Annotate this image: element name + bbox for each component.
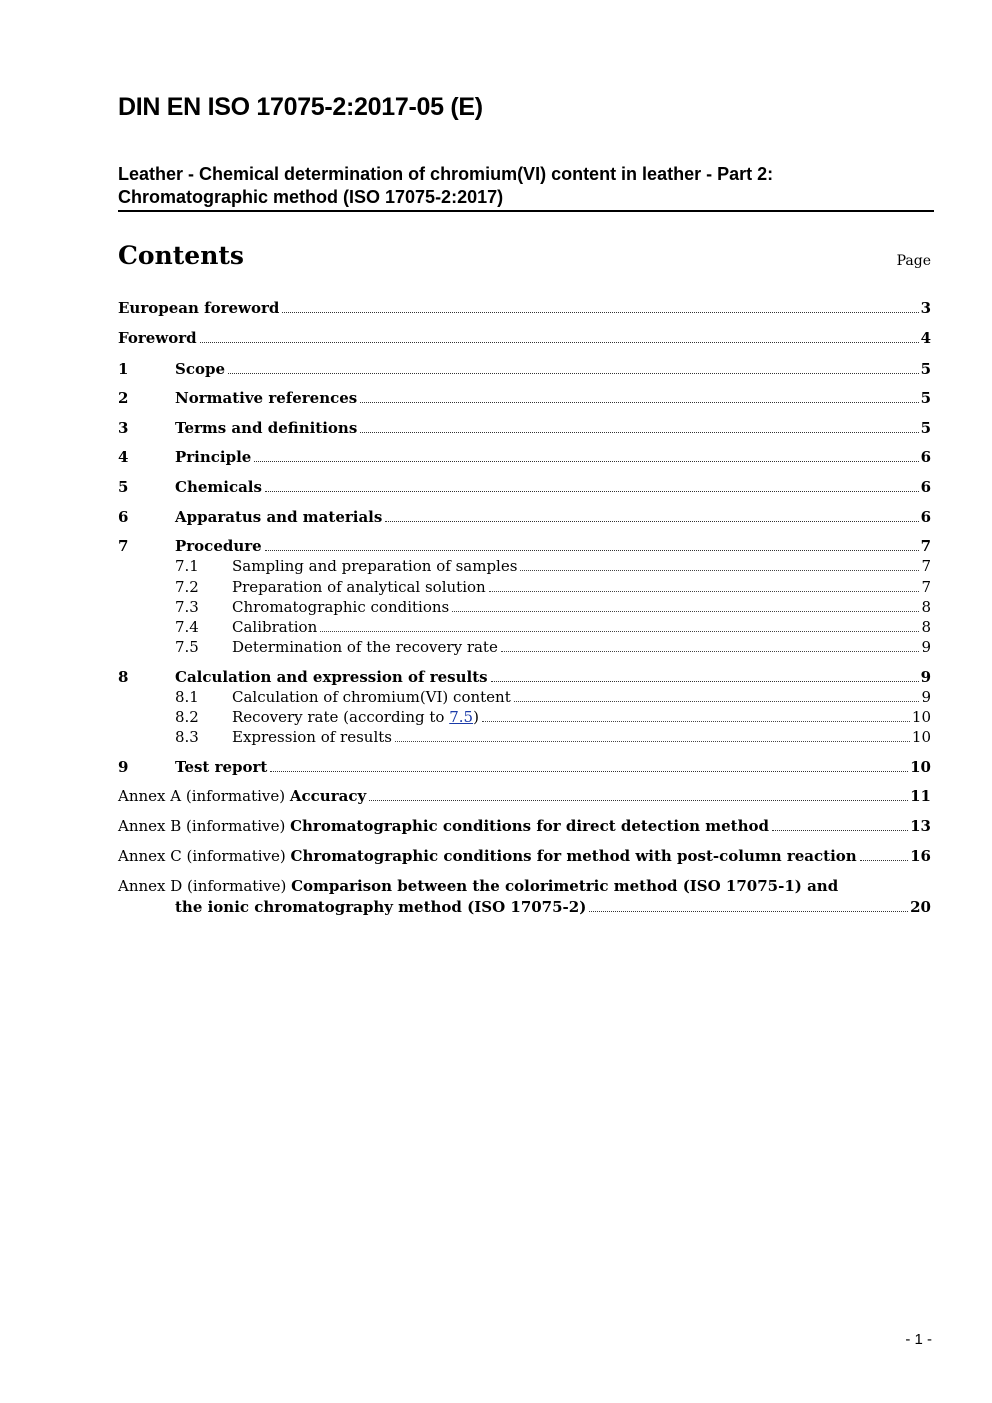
toc-leader [491, 681, 919, 682]
subtitle-line-2: Chromatographic method (ISO 17075-2:2017) [118, 187, 504, 207]
toc-page: 8 [921, 618, 931, 636]
toc-number: 3 [118, 419, 129, 437]
toc-entry-8-2[interactable] [118, 707, 931, 727]
toc-title: Normative references [175, 389, 358, 407]
page-number-footer: - 1 - [905, 1331, 932, 1348]
toc-leader [772, 830, 908, 831]
toc-leader [265, 491, 919, 492]
toc-title: Apparatus and materials [175, 508, 383, 526]
toc-page: 16 [910, 847, 931, 865]
toc-entry-7-5[interactable] [118, 637, 931, 657]
toc-entry-8-1[interactable] [118, 687, 931, 707]
toc-title: Test report [175, 758, 268, 776]
toc-entry-8-3[interactable] [118, 727, 931, 747]
contents-heading: Contents [118, 241, 245, 270]
toc-number: 6 [118, 508, 129, 526]
toc-title [232, 707, 479, 727]
toc-leader [514, 701, 920, 702]
toc-leader [282, 312, 918, 313]
toc-title: Calibration [232, 618, 318, 636]
toc-leader [501, 651, 920, 652]
toc-entry-5[interactable] [118, 477, 931, 497]
toc-title: Foreword [118, 329, 197, 347]
toc-entry-annex-d-line1[interactable] [118, 876, 838, 896]
toc-title: Sampling and preparation of samples [232, 557, 518, 575]
toc-title: European foreword [118, 299, 280, 317]
toc-entry-annex-d[interactable] [118, 897, 931, 917]
toc-entry-3[interactable] [118, 418, 931, 438]
toc-leader [520, 570, 919, 571]
annex-prefix: Annex C (informative) [118, 847, 291, 865]
toc-entry-8[interactable] [118, 667, 931, 687]
annex-prefix: Annex D (informative) [118, 877, 292, 895]
toc-number: 7.2 [175, 578, 199, 596]
toc-entry-7[interactable] [118, 536, 931, 556]
toc-entry-7-4[interactable] [118, 617, 931, 637]
toc-number: 1 [118, 360, 129, 378]
toc-number: 9 [118, 758, 129, 776]
toc-title-continued: the ionic chromatography method (ISO 17075-2) [175, 898, 587, 916]
toc-title: Scope [175, 360, 226, 378]
toc-page: 5 [920, 360, 931, 378]
toc-entry-annex-b[interactable] [118, 816, 931, 836]
toc-title: Chemicals [175, 478, 262, 496]
toc-entry-2[interactable] [118, 388, 931, 408]
toc-page: 3 [920, 299, 931, 317]
toc-title: Chromatographic conditions for direct detection method [290, 817, 769, 835]
toc-title: Determination of the recovery rate [232, 638, 498, 656]
annex-prefix: Annex B (informative) [118, 817, 291, 835]
toc-entry-7-2[interactable] [118, 577, 931, 597]
toc-title-text: Recovery rate (according to [232, 708, 450, 726]
toc-title: Principle [175, 448, 252, 466]
document-subtitle [118, 163, 934, 209]
toc-leader [270, 771, 908, 772]
toc-leader [228, 373, 919, 374]
toc-number: 8.3 [175, 728, 199, 746]
toc-number: 5 [118, 478, 129, 496]
toc-entry-1[interactable] [118, 359, 931, 379]
toc-leader [385, 521, 918, 522]
toc-page: 10 [910, 758, 931, 776]
toc-page: 9 [921, 638, 931, 656]
section-link-7-5[interactable]: 7.5 [449, 708, 474, 726]
toc-page: 10 [911, 708, 931, 726]
toc-number: 7.3 [175, 598, 199, 616]
toc-page: 9 [921, 688, 931, 706]
subtitle-line-1: Leather - Chemical determination of chromium(VI) content in leather - Part 2: [118, 164, 774, 184]
annex-prefix: Annex A (informative) [118, 787, 290, 805]
toc-leader [489, 591, 920, 592]
toc-leader [265, 550, 919, 551]
toc-page: 8 [921, 598, 931, 616]
header-rule [118, 210, 934, 212]
toc-page: 7 [921, 578, 931, 596]
toc-title: Calculation of chromium(VI) content [232, 688, 511, 706]
toc-entry-european-foreword[interactable] [118, 298, 931, 318]
toc-page: 13 [910, 817, 931, 835]
toc-title-close: ) [473, 708, 479, 726]
toc-number: 4 [118, 448, 129, 466]
toc-number: 8.1 [175, 688, 199, 706]
toc-title: Chromatographic conditions [232, 598, 450, 616]
toc-page: 4 [920, 329, 931, 347]
page-column-label: Page [896, 253, 931, 269]
toc-page: 20 [910, 898, 931, 916]
toc-entry-4[interactable] [118, 447, 931, 467]
toc-leader [395, 741, 910, 742]
toc-number: 2 [118, 389, 129, 407]
toc-entry-9[interactable] [118, 757, 931, 777]
toc-leader [452, 611, 919, 612]
toc-page: 7 [920, 537, 931, 555]
toc-entry-6[interactable] [118, 507, 931, 527]
toc-leader [369, 800, 908, 801]
toc-leader [254, 461, 918, 462]
toc-page: 6 [920, 448, 931, 466]
toc-title: Accuracy [289, 787, 367, 805]
toc-page: 6 [920, 508, 931, 526]
toc-leader [860, 860, 908, 861]
toc-entry-foreword[interactable] [118, 328, 931, 348]
toc-title: Calculation and expression of results [175, 668, 488, 686]
toc-page: 7 [921, 557, 931, 575]
toc-entry-7-3[interactable] [118, 597, 931, 617]
toc-number: 7 [118, 537, 129, 555]
toc-leader [200, 342, 919, 343]
toc-title: Comparison between the colorimetric method (ISO 17075-1) and [291, 877, 839, 895]
toc-entry-annex-c[interactable] [118, 846, 931, 866]
toc-entry-annex-a[interactable] [118, 786, 931, 806]
toc-number: 7.5 [175, 638, 199, 656]
toc-leader [589, 911, 908, 912]
toc-entry-7-1[interactable] [118, 556, 931, 576]
toc-title: Terms and definitions [175, 419, 358, 437]
toc-number: 8 [118, 668, 129, 686]
toc-page: 11 [910, 787, 931, 805]
toc-leader [320, 631, 919, 632]
toc-leader [360, 432, 918, 433]
toc-title: Procedure [175, 537, 262, 555]
toc-page: 6 [920, 478, 931, 496]
toc-page: 10 [911, 728, 931, 746]
toc-number: 8.2 [175, 708, 199, 726]
toc-title: Preparation of analytical solution [232, 578, 486, 596]
toc-leader [360, 402, 918, 403]
toc-leader [482, 721, 910, 722]
toc-page: 5 [920, 419, 931, 437]
toc-page: 5 [920, 389, 931, 407]
toc-number: 7.4 [175, 618, 199, 636]
toc-page: 9 [920, 668, 931, 686]
toc-title: Chromatographic conditions for method with post-column reaction [290, 847, 857, 865]
document-code: DIN EN ISO 17075-2:2017-05 (E) [118, 93, 483, 121]
toc-number: 7.1 [175, 557, 199, 575]
toc-title: Expression of results [232, 728, 392, 746]
